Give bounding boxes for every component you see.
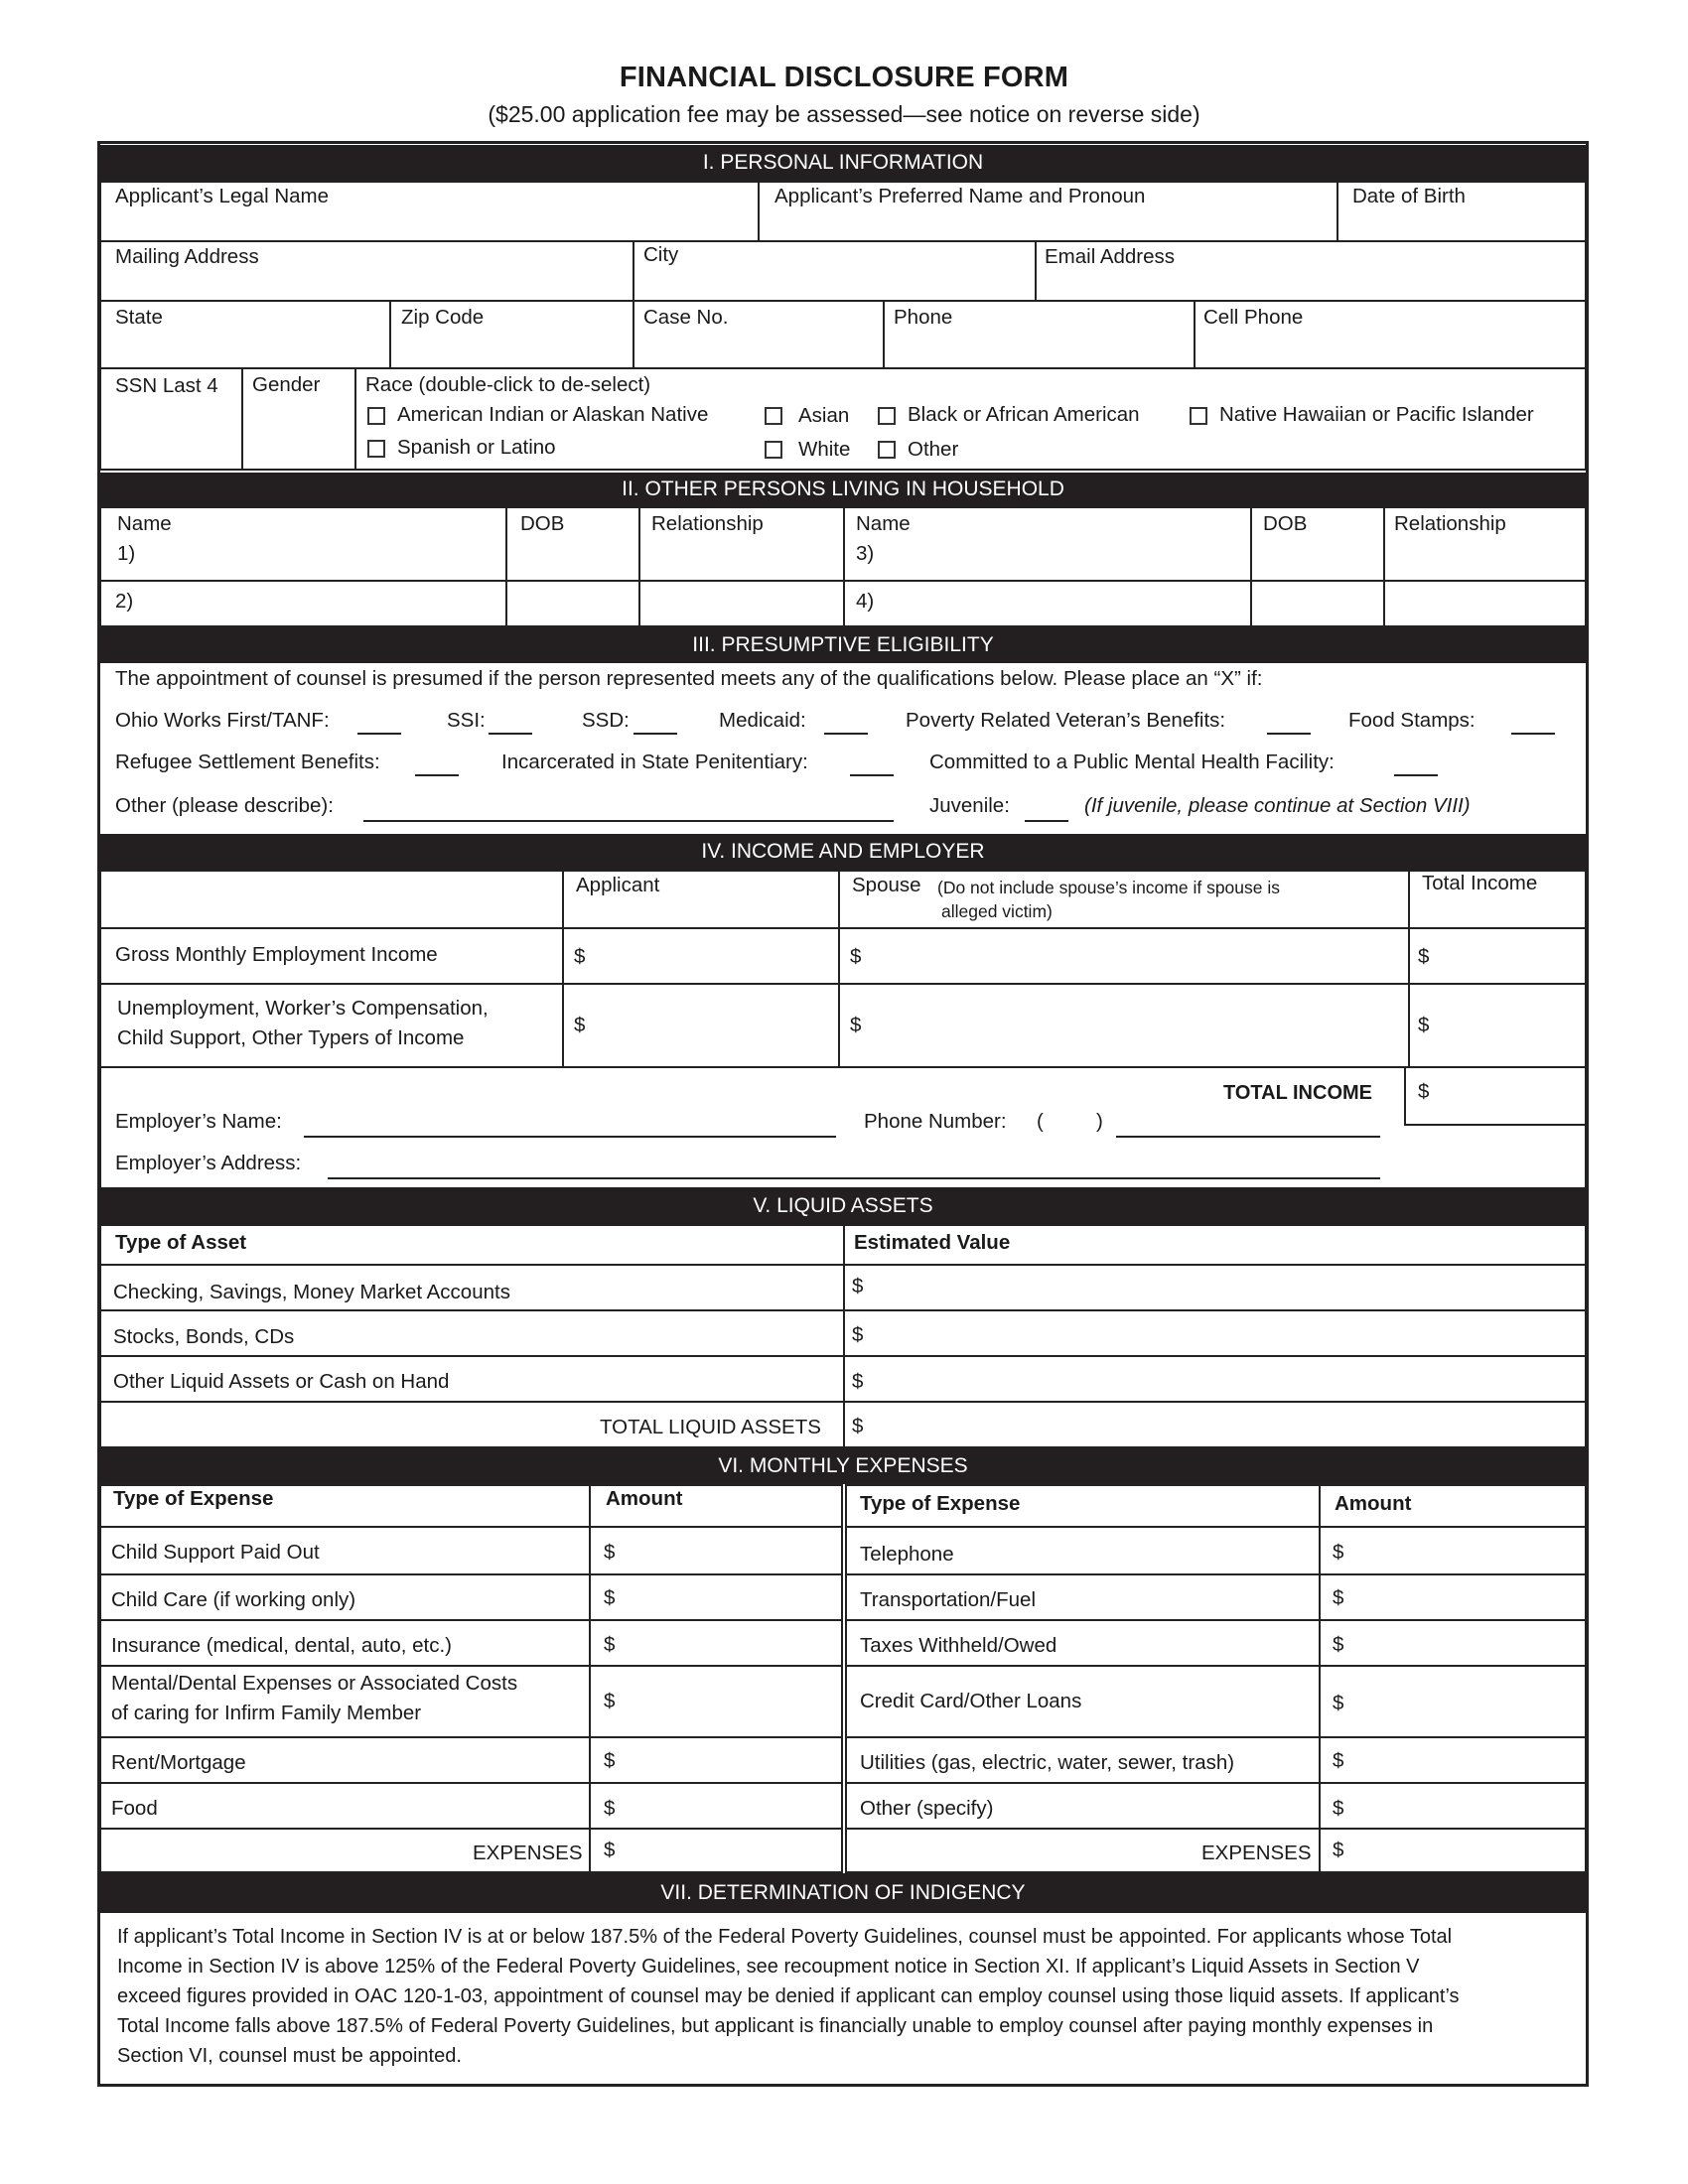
race-checkbox-black[interactable]	[878, 407, 896, 425]
expenses-total-label: EXPENSES	[1201, 1842, 1312, 1864]
race-checkbox-asian[interactable]	[765, 407, 782, 425]
income-corner-cell	[99, 870, 564, 929]
dollar-sign: $	[604, 1586, 616, 1609]
form-title: FINANCIAL DISCLOSURE FORM	[619, 62, 1069, 93]
other-income-label-line-1: Unemployment, Worker’s Compensation,	[117, 997, 489, 1020]
committed-label: Committed to a Public Mental Health Facility:	[929, 751, 1335, 773]
household-relationship-label: Relationship	[651, 512, 764, 535]
expense-label-cell	[99, 1782, 591, 1830]
section-1-header: I. PERSONAL INFORMATION	[97, 145, 1589, 181]
dollar-sign: $	[1333, 1586, 1344, 1609]
paragraph-line: Income in Section IV is above 125% of the Federal Poverty Guidelines, see recoupment notice in Section XI. If applicant’s Liquid Assets in Section V	[117, 1956, 1420, 1978]
household-dob-label: DOB	[1263, 512, 1308, 535]
paragraph-line: If applicant’s Total Income in Section IV is at or below 187.5% of the Federal Poverty Guidelines, counsel must be appointed. For applicants whose Total	[117, 1926, 1453, 1948]
dollar-sign: $	[604, 1839, 616, 1861]
dollar-sign: $	[604, 1633, 616, 1656]
dollar-sign: $	[852, 1415, 864, 1437]
paragraph-line: Section VI, counsel must be appointed.	[117, 2045, 462, 2067]
expenses-total-right-field[interactable]	[1319, 1828, 1587, 1873]
dollar-sign: $	[1333, 1839, 1344, 1861]
rent-amount-field[interactable]	[589, 1736, 843, 1784]
email-label: Email Address	[1045, 245, 1176, 268]
race-option-label: Asian	[798, 404, 850, 427]
household-name-label: Name	[117, 512, 172, 535]
household-row-number: 1)	[117, 542, 136, 565]
dollar-sign: $	[574, 1014, 586, 1036]
expense-label: Credit Card/Other Loans	[860, 1690, 1082, 1712]
other-income-applicant-field[interactable]	[562, 983, 840, 1068]
section-6-header: VI. MONTHLY EXPENSES	[97, 1448, 1589, 1484]
expense-type-header: Type of Expense	[113, 1487, 274, 1510]
dob-label: Date of Birth	[1352, 185, 1466, 207]
mental-dental-amount-field[interactable]	[589, 1665, 843, 1738]
credit-card-amount-field[interactable]	[1319, 1665, 1587, 1738]
legal-name-label: Applicant’s Legal Name	[115, 185, 329, 207]
phone-paren-open: (	[1037, 1110, 1044, 1133]
food-stamps-blank[interactable]	[1511, 733, 1555, 735]
race-option-label: Spanish or Latino	[397, 436, 556, 459]
expense-label: Child Care (if working only)	[111, 1588, 356, 1611]
dollar-sign: $	[604, 1690, 616, 1712]
spouse-note-line-1: (Do not include spouse’s income if spouse is	[937, 878, 1281, 897]
dollar-sign: $	[1333, 1692, 1344, 1714]
expense-label: Other (specify)	[860, 1797, 994, 1820]
race-option-label: American Indian or Alaskan Native	[397, 403, 709, 426]
committed-blank[interactable]	[1394, 774, 1438, 776]
amount-header: Amount	[606, 1487, 683, 1510]
household-dob-label: DOB	[520, 512, 565, 535]
household-row-number: 3)	[856, 542, 875, 565]
paragraph-line: exceed figures provided in OAC 120-1-03, appointment of counsel may be denied if applicant can employ counsel using those liquid assets. If applicant’s	[117, 1985, 1460, 2007]
refugee-label: Refugee Settlement Benefits:	[115, 751, 380, 773]
expense-label: Rent/Mortgage	[111, 1751, 246, 1774]
asset-type-header: Type of Asset	[115, 1231, 247, 1254]
ssd-label: SSD:	[582, 709, 630, 732]
other-income-label-line-2: Child Support, Other Typers of Income	[117, 1026, 465, 1049]
expense-label: Transportation/Fuel	[860, 1588, 1036, 1611]
form-subtitle: ($25.00 application fee may be assessed—see notice on reverse side)	[488, 101, 1200, 127]
ssd-blank[interactable]	[633, 733, 677, 735]
child-care-amount-field[interactable]	[589, 1573, 843, 1621]
race-label: Race (double-click to de-select)	[365, 373, 651, 396]
expense-label-line-1: Mental/Dental Expenses or Associated Costs	[111, 1672, 518, 1695]
other-income-label-cell	[99, 983, 564, 1068]
total-liquid-assets-label: TOTAL LIQUID ASSETS	[600, 1416, 821, 1438]
expense-label: Food	[111, 1797, 158, 1820]
dollar-sign: $	[852, 1370, 864, 1393]
expense-label: Insurance (medical, dental, auto, etc.)	[111, 1634, 452, 1657]
section-3-header: III. PRESUMPTIVE ELIGIBILITY	[97, 627, 1589, 663]
ssn-label: SSN Last 4	[115, 374, 218, 397]
race-checkbox-native-hawaiian[interactable]	[1190, 407, 1207, 425]
ssi-label: SSI:	[447, 709, 486, 732]
race-checkbox-spanish-latino[interactable]	[367, 440, 385, 458]
veteran-blank[interactable]	[1267, 733, 1311, 735]
dollar-sign: $	[604, 1749, 616, 1772]
total-income-field[interactable]	[1404, 1066, 1587, 1126]
other-describe-label: Other (please describe):	[115, 794, 334, 817]
dollar-sign: $	[604, 1541, 616, 1564]
city-field[interactable]	[633, 240, 1037, 302]
expense-label: Taxes Withheld/Owed	[860, 1634, 1057, 1657]
food-stamps-label: Food Stamps:	[1348, 709, 1476, 732]
other-describe-blank[interactable]	[363, 820, 894, 822]
transportation-amount-field[interactable]	[1319, 1573, 1587, 1621]
juvenile-note: (If juvenile, please continue at Section VIII)	[1084, 794, 1471, 817]
juvenile-blank[interactable]	[1025, 820, 1068, 822]
amount-header: Amount	[1335, 1492, 1412, 1515]
expense-label: Child Support Paid Out	[111, 1541, 320, 1564]
dollar-sign: $	[852, 1275, 864, 1297]
household-name-2-field[interactable]	[99, 580, 507, 627]
employer-name-label: Employer’s Name:	[115, 1110, 282, 1133]
refugee-blank[interactable]	[415, 774, 459, 776]
race-option-label: Black or African American	[908, 403, 1140, 426]
race-checkbox-other[interactable]	[878, 441, 896, 459]
incarcerated-label: Incarcerated in State Penitentiary:	[501, 751, 808, 773]
preferred-name-label: Applicant’s Preferred Name and Pronoun	[774, 185, 1146, 207]
indigency-paragraph	[117, 1922, 1577, 2071]
section-2-header: II. OTHER PERSONS LIVING IN HOUSEHOLD	[97, 473, 1589, 506]
dollar-sign: $	[1333, 1749, 1344, 1772]
medicaid-blank[interactable]	[824, 733, 868, 735]
medicaid-label: Medicaid:	[719, 709, 806, 732]
dollar-sign: $	[574, 945, 586, 968]
asset-row-label: Other Liquid Assets or Cash on Hand	[113, 1370, 450, 1393]
dollar-sign: $	[1333, 1541, 1344, 1564]
expense-label: Telephone	[860, 1543, 954, 1566]
applicant-col-label: Applicant	[576, 874, 660, 896]
state-label: State	[115, 306, 163, 329]
food-amount-field[interactable]	[589, 1782, 843, 1830]
household-relationship-4-field[interactable]	[1383, 580, 1587, 627]
zip-label: Zip Code	[401, 306, 485, 329]
expense-label-line-2: of caring for Infirm Family Member	[111, 1702, 422, 1724]
veteran-label: Poverty Related Veteran’s Benefits:	[906, 709, 1226, 732]
asset-row-label: Stocks, Bonds, CDs	[113, 1325, 295, 1348]
phone-paren-close: )	[1096, 1110, 1103, 1133]
city-label: City	[643, 243, 679, 266]
dollar-sign: $	[1333, 1633, 1344, 1656]
spouse-col-label: Spouse	[852, 874, 921, 896]
utilities-amount-field[interactable]	[1319, 1736, 1587, 1784]
eligibility-intro: The appointment of counsel is presumed if the person represented meets any of the qualifications below. Please place an “X” if:	[115, 667, 1263, 690]
total-income-label: TOTAL INCOME	[1223, 1082, 1372, 1104]
dollar-sign: $	[1418, 1080, 1430, 1103]
case-no-label: Case No.	[643, 306, 729, 329]
total-income-col-label: Total Income	[1422, 872, 1538, 894]
dollar-sign: $	[1418, 945, 1430, 968]
race-option-label: White	[798, 438, 851, 461]
phone-label: Phone	[894, 306, 953, 329]
cell-phone-label: Cell Phone	[1203, 306, 1304, 329]
other-expense-amount-field[interactable]	[1319, 1782, 1587, 1830]
asset-row-label: Checking, Savings, Money Market Accounts	[113, 1281, 510, 1303]
ohio-works-label: Ohio Works First/TANF:	[115, 709, 330, 732]
asset-value-header: Estimated Value	[854, 1231, 1011, 1254]
phone-number-blank[interactable]	[1116, 1136, 1380, 1138]
ohio-works-blank[interactable]	[357, 733, 401, 735]
dollar-sign: $	[850, 945, 862, 968]
child-support-amount-field[interactable]	[589, 1526, 843, 1575]
expenses-total-left-field[interactable]	[589, 1828, 843, 1873]
dollar-sign: $	[1418, 1014, 1430, 1036]
dollar-sign: $	[852, 1323, 864, 1346]
section-7-header: VII. DETERMINATION OF INDIGENCY	[97, 1873, 1589, 1913]
dollar-sign: $	[1333, 1797, 1344, 1820]
checking-savings-value-field[interactable]	[843, 1264, 1587, 1311]
stocks-bonds-value-field[interactable]	[843, 1309, 1587, 1357]
employer-address-blank[interactable]	[328, 1177, 1380, 1179]
other-liquid-value-field[interactable]	[843, 1355, 1587, 1403]
gross-income-spouse-field[interactable]	[838, 927, 1410, 985]
taxes-amount-field[interactable]	[1319, 1619, 1587, 1667]
race-option-label: Native Hawaiian or Pacific Islander	[1219, 403, 1534, 426]
other-income-total-field[interactable]	[1408, 983, 1587, 1068]
household-relationship-2-field[interactable]	[638, 580, 845, 627]
household-dob-4-field[interactable]	[1250, 580, 1385, 627]
ssi-blank[interactable]	[489, 733, 532, 735]
household-row-number: 4)	[856, 590, 875, 613]
section-5-header: V. LIQUID ASSETS	[97, 1188, 1589, 1224]
paragraph-line: Total Income falls above 187.5% of Federal Poverty Guidelines, but applicant is financially unable to employ counsel after paying monthly expenses in	[117, 2015, 1434, 2037]
expense-type-header: Type of Expense	[860, 1492, 1021, 1515]
race-checkbox-white[interactable]	[765, 441, 782, 459]
gross-income-label: Gross Monthly Employment Income	[115, 943, 438, 966]
employer-address-label: Employer’s Address:	[115, 1152, 302, 1174]
spouse-note-line-2: alleged victim)	[941, 901, 1053, 921]
expenses-total-label: EXPENSES	[473, 1842, 583, 1864]
gross-income-applicant-field[interactable]	[562, 927, 840, 985]
household-dob-2-field[interactable]	[505, 580, 640, 627]
total-liquid-value-field[interactable]	[843, 1401, 1587, 1448]
dollar-sign: $	[604, 1797, 616, 1820]
mailing-address-label: Mailing Address	[115, 245, 259, 268]
household-name-4-field[interactable]	[843, 580, 1252, 627]
race-checkbox-american-indian[interactable]	[367, 407, 385, 425]
other-income-spouse-field[interactable]	[838, 983, 1410, 1068]
household-row-number: 2)	[115, 590, 134, 613]
employer-name-blank[interactable]	[304, 1136, 836, 1138]
gross-income-total-field[interactable]	[1408, 927, 1587, 985]
expense-label: Utilities (gas, electric, water, sewer, trash)	[860, 1751, 1235, 1774]
gender-label: Gender	[252, 373, 321, 396]
incarcerated-blank[interactable]	[850, 774, 894, 776]
section-4-header: IV. INCOME AND EMPLOYER	[97, 834, 1589, 870]
household-name-label: Name	[856, 512, 911, 535]
juvenile-label: Juvenile:	[929, 794, 1010, 817]
insurance-amount-field[interactable]	[589, 1619, 843, 1667]
phone-number-label: Phone Number:	[864, 1110, 1007, 1133]
race-option-label: Other	[908, 438, 959, 461]
telephone-amount-field[interactable]	[1319, 1526, 1587, 1575]
household-relationship-label: Relationship	[1394, 512, 1506, 535]
dollar-sign: $	[850, 1014, 862, 1036]
